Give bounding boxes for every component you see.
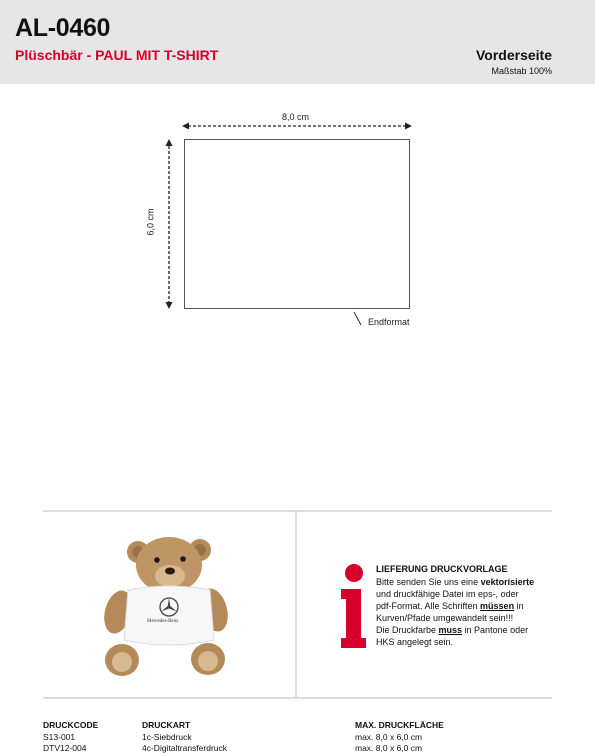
info-line1-bold: vektorisierte bbox=[480, 577, 535, 587]
table-header-druckcode: DRUCKCODE bbox=[43, 720, 99, 730]
endformat-label: Endformat bbox=[368, 317, 410, 327]
product-title: Plüschbär - PAUL MIT T-SHIRT bbox=[15, 47, 219, 63]
info-icon bbox=[341, 564, 366, 648]
print-area-box bbox=[184, 139, 410, 309]
print-side-label: Vorderseite bbox=[476, 47, 552, 63]
info-line4: Kurven/Pfade umgewandelt sein!!! bbox=[376, 613, 514, 623]
table-header-druckart: DRUCKART bbox=[142, 720, 191, 730]
table-cell-art: 1c-Siebdruck bbox=[142, 732, 192, 742]
info-line5-bold: muss bbox=[438, 625, 463, 635]
info-line3-text: pdf-Format. Alle Schriften bbox=[376, 601, 481, 611]
width-dimension-arrow bbox=[182, 123, 412, 130]
table-cell-area: max. 8,0 x 6,0 cm bbox=[355, 743, 423, 753]
info-line5-text: Die Druckfarbe bbox=[376, 625, 439, 635]
info-body bbox=[376, 576, 556, 648]
info-line3-bold: müssen bbox=[480, 601, 515, 611]
table-cell-art: 4c-Digitaltransferdruck bbox=[142, 743, 228, 753]
table-cell-area: max. 8,0 x 6,0 cm bbox=[355, 732, 423, 742]
info-line5-post: in Pantone oder bbox=[462, 625, 529, 635]
info-line3-post: in bbox=[514, 601, 524, 611]
height-dimension-arrow bbox=[166, 139, 173, 309]
height-label: 6,0 cm bbox=[145, 208, 156, 236]
info-line1-text: Bitte senden Sie uns eine bbox=[376, 577, 481, 587]
info-line2: und druckfähige Datei im eps-, oder bbox=[376, 589, 519, 599]
tshirt-print-text: Mercedes-Benz bbox=[147, 619, 179, 624]
article-code: AL-0460 bbox=[15, 14, 111, 42]
table-cell-code: S13-001 bbox=[43, 732, 76, 742]
info-line6: HKS angelegt sein. bbox=[376, 637, 454, 647]
table-header-druckflaeche: MAX. DRUCKFLÄCHE bbox=[355, 720, 444, 730]
scale-label: Maßstab 100% bbox=[491, 66, 552, 76]
teddy-bear-image bbox=[100, 537, 233, 676]
info-title: LIEFERUNG DRUCKVORLAGE bbox=[376, 564, 508, 574]
table-cell-code: DTV12-004 bbox=[43, 743, 87, 753]
width-label: 8,0 cm bbox=[282, 112, 310, 122]
endformat-pointer bbox=[354, 312, 361, 325]
